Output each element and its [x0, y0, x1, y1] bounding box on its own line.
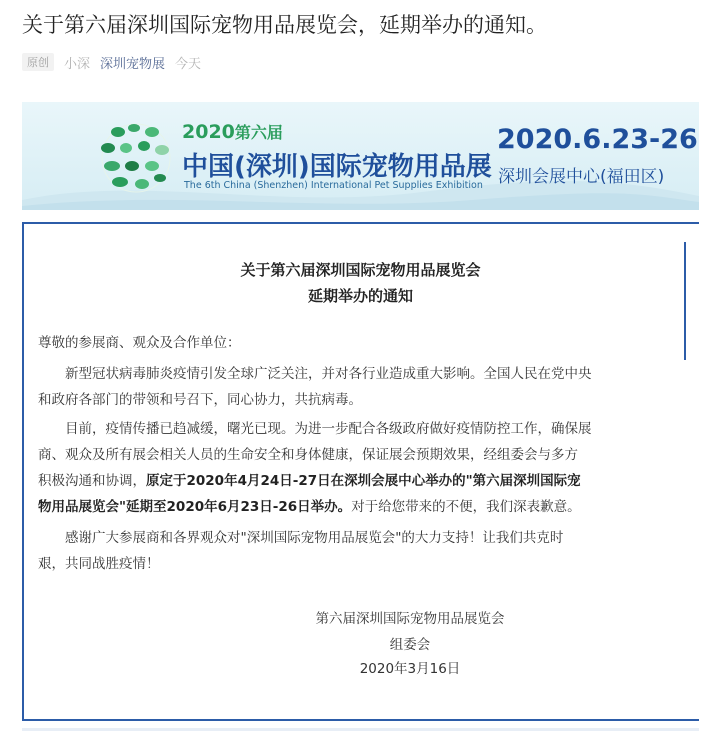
pet-logo-icon: [96, 118, 176, 198]
article-title: 关于第六届深圳国际宠物用品展览会，延期举办的通知。: [22, 13, 547, 37]
paragraph-2-line-1: 目前，疫情传播已趋减缓，曙光已现。为进一步配合各级政府做好疫情防控工作，确保展: [65, 421, 592, 437]
paragraph-3-line-1: 感谢广大参展商和各界观众对"深圳国际宠物用品展览会"的大力支持！让我们共克时: [65, 530, 564, 546]
signature-committee: 组委会: [389, 637, 431, 653]
paragraph-2-line-3-bold: 原定于2020年4月24日-27日在深圳会展中心举办的"第六届深圳国际宠: [146, 473, 581, 489]
publish-date: 今天: [175, 56, 202, 72]
article-meta: [22, 52, 201, 72]
paragraph-2-line-2: 商、观众及所有展会相关人员的生命安全和身体健康，保证展会预期效果，经组委会与多方: [38, 447, 578, 463]
exhibition-banner: [22, 102, 699, 210]
paragraph-2-line-3: [38, 468, 678, 494]
original-tag: 原创: [22, 53, 54, 71]
paragraph-2-line-4: [38, 494, 678, 520]
paragraph-2-line-3-plain: 积极沟通和协调，: [38, 473, 146, 489]
notice-title-line2: 延期举办的通知: [307, 287, 413, 305]
paragraph-2-line-4-bold: 物用品展览会"延期至2020年6月23日-26日举办。: [38, 499, 352, 515]
salutation: 尊敬的参展商、观众及合作单位：: [38, 335, 241, 351]
paragraph-2: [38, 416, 678, 520]
author-name: 小深: [64, 56, 91, 72]
signature-organization: 第六届深圳国际宠物用品展览会: [315, 611, 505, 627]
paragraph-1-line-2: 和政府各部门的带领和号召下，同心协力，共抗病毒。: [38, 392, 362, 408]
banner-venue: 深圳会展中心(福田区): [498, 167, 665, 187]
paragraph-1: [38, 361, 678, 413]
notice-title-line1: 关于第六届深圳国际宠物用品展览会: [240, 261, 481, 279]
paragraph-3-line-2: 艰，共同战胜疫情！: [38, 556, 160, 572]
banner-edition: 第六届: [234, 123, 283, 142]
account-link[interactable]: 深圳宠物展: [100, 56, 166, 72]
banner-english-name: The 6th China (Shenzhen) International Pet Supplies Exhibition: [184, 180, 483, 191]
paragraph-2-line-4-plain: 对于给您带来的不便，我们深表歉意。: [351, 499, 581, 515]
banner-year: 2020第六届: [182, 121, 283, 143]
paragraph-3: [38, 525, 678, 577]
paragraph-1-line-1: 新型冠状病毒肺炎疫情引发全球广泛关注，并对各行业造成重大影响。全国人民在党中央: [65, 366, 592, 382]
signature-date: 2020年3月16日: [359, 661, 461, 677]
banner-chinese-name: 中国(深圳)国际宠物用品展: [182, 152, 492, 182]
banner-dates: 2020.6.23-26: [497, 124, 698, 155]
